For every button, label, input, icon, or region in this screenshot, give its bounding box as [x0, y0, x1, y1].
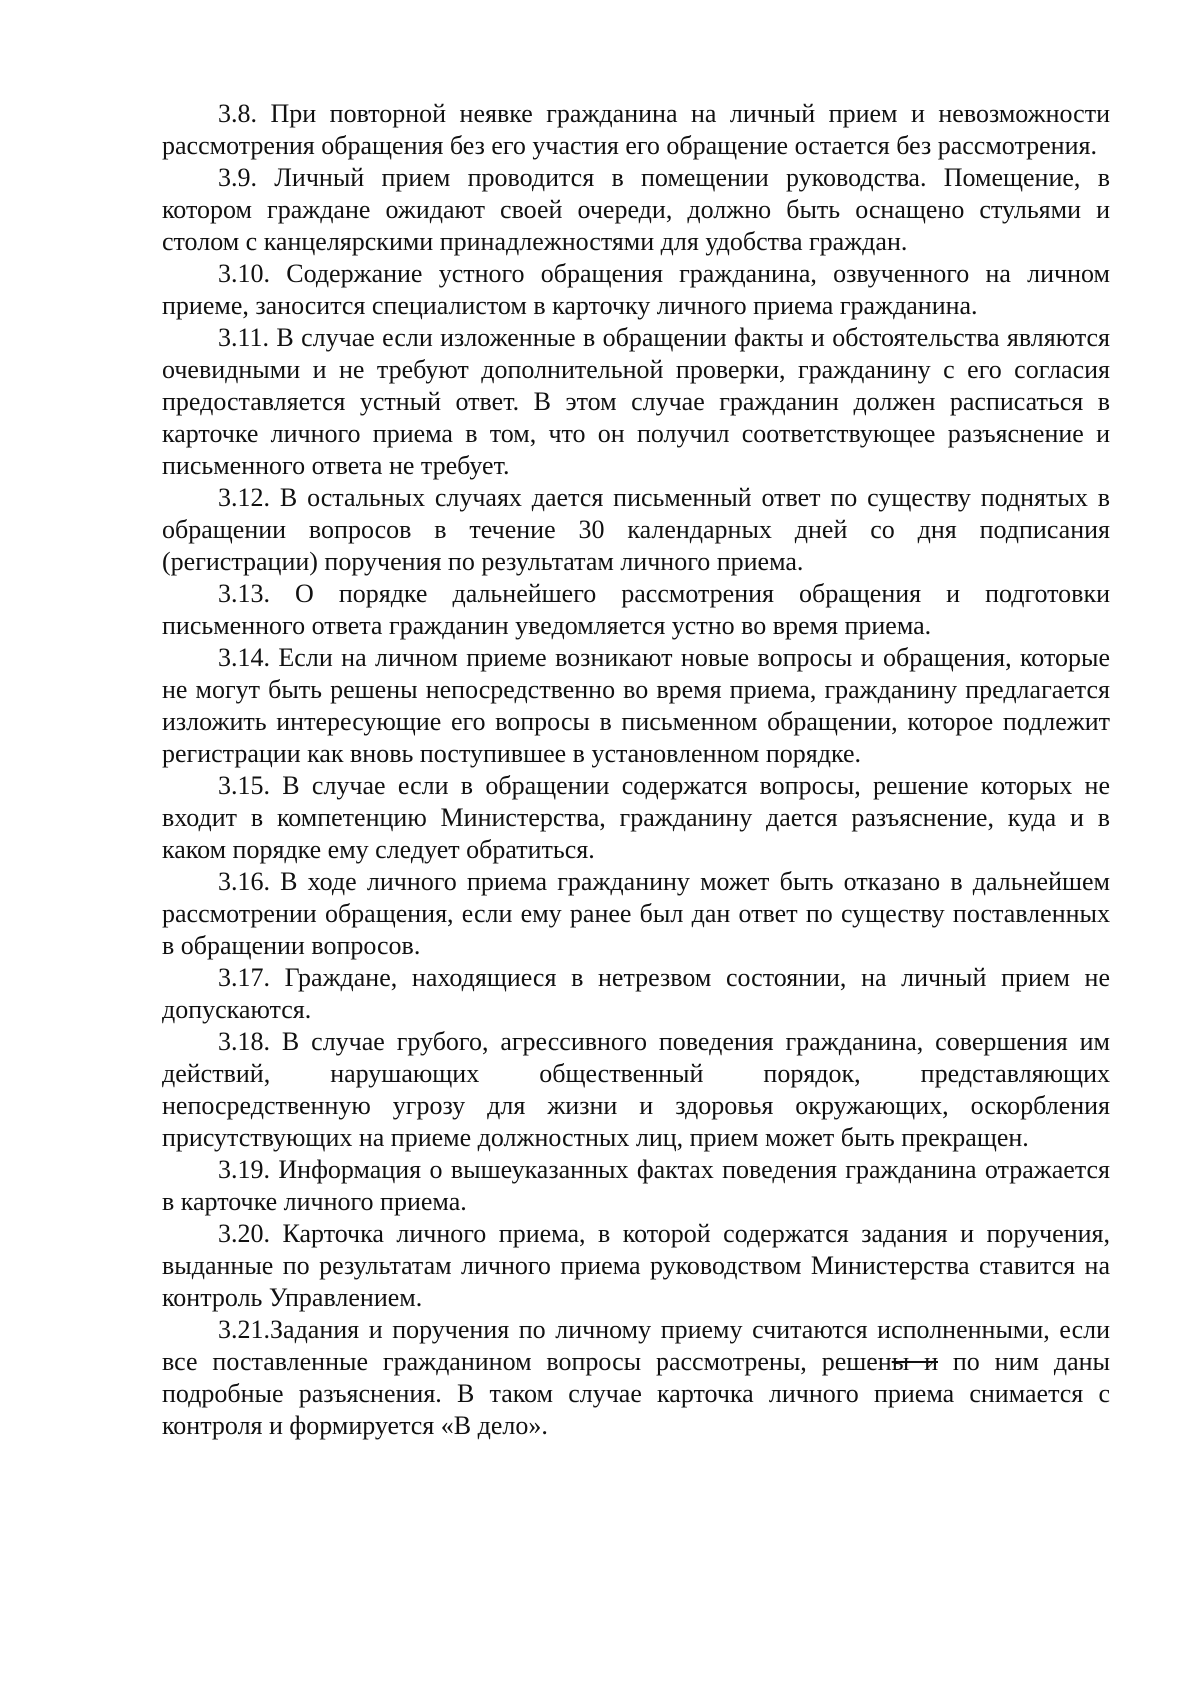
paragraph-3-9: 3.9. Личный прием проводится в помещении руководства. Помещение, в котором граждане ожидают своей очереди, должно быть оснащено стульями и столом с канцелярскими принадлежностями для удобства граждан.: [162, 163, 1110, 256]
paragraph-3-11: 3.11. В случае если изложенные в обращении факты и обстоятельства являются очевидными и не требуют дополнительной проверки, гражданину с его согласия предоставляется устный ответ. В этом случае гражданин должен расписаться в карточке личного приема в том, что он получил соответствующее разъяснение и письменного ответа не требует.: [162, 323, 1110, 480]
handwritten-strikethrough: ы и: [891, 1347, 938, 1376]
paragraph-3-19: 3.19. Информация о вышеуказанных фактах поведения гражданина отражается в карточке личного приема.: [162, 1155, 1110, 1216]
paragraph-3-20: 3.20. Карточка личного приема, в которой содержатся задания и поручения, выданные по результатам личного приема руководством Министерства ставится на контроль Управлением.: [162, 1219, 1110, 1312]
paragraph-3-16: 3.16. В ходе личного приема гражданину может быть отказано в дальнейшем рассмотрении обращения, если ему ранее был дан ответ по существу поставленных в обращении вопросов.: [162, 867, 1110, 960]
paragraph-3-17: 3.17. Граждане, находящиеся в нетрезвом состоянии, на личный прием не допускаются.: [162, 963, 1110, 1024]
paragraph-3-21: [162, 1314, 1110, 1442]
paragraph-3-21-text-end: по ним даны подробные разъяснения. В таком случае карточка личного приема снимается с контроля и формируется «В дело».: [162, 1347, 1111, 1440]
paragraph-3-8: 3.8. При повторной неявке гражданина на личный прием и невозможности рассмотрения обращения без его участия его обращение остается без рассмотрения.: [162, 99, 1110, 160]
document-body: [162, 98, 1110, 1442]
paragraph-3-15: 3.15. В случае если в обращении содержатся вопросы, решение которых не входит в компетенцию Министерства, гражданину дается разъяснение, куда и в каком порядке ему следует обратиться.: [162, 771, 1110, 864]
paragraph-3-12: 3.12. В остальных случаях дается письменный ответ по существу поднятых в обращении вопросов в течение 30 календарных дней со дня подписания (регистрации) поручения по результатам личного приема.: [162, 483, 1110, 576]
paragraph-3-10: 3.10. Содержание устного обращения гражданина, озвученного на личном приеме, заносится специалистом в карточку личного приема гражданина.: [162, 259, 1110, 320]
paragraph-3-13: 3.13. О порядке дальнейшего рассмотрения обращения и подготовки письменного ответа гражданин уведомляется устно во время приема.: [162, 579, 1110, 640]
paragraph-3-21-text-start: 3.21.Задания и поручения по личному приему считаются исполненными, если все поставленные гражданином вопросы рассмотрены, решен: [162, 1315, 1110, 1376]
paragraph-3-18: 3.18. В случае грубого, агрессивного поведения гражданина, совершения им действий, нарушающих общественный порядок, представляющих непосредственную угрозу для жизни и здоровья окружающих, оскорбления присутствующих на приеме должностных лиц, прием может быть прекращен.: [162, 1027, 1110, 1152]
paragraph-3-14: 3.14. Если на личном приеме возникают новые вопросы и обращения, которые не могут быть решены непосредственно во время приема, гражданину предлагается изложить интересующие его вопросы в письменном обращении, которое подлежит регистрации как вновь поступившее в установленном порядке.: [162, 643, 1110, 768]
